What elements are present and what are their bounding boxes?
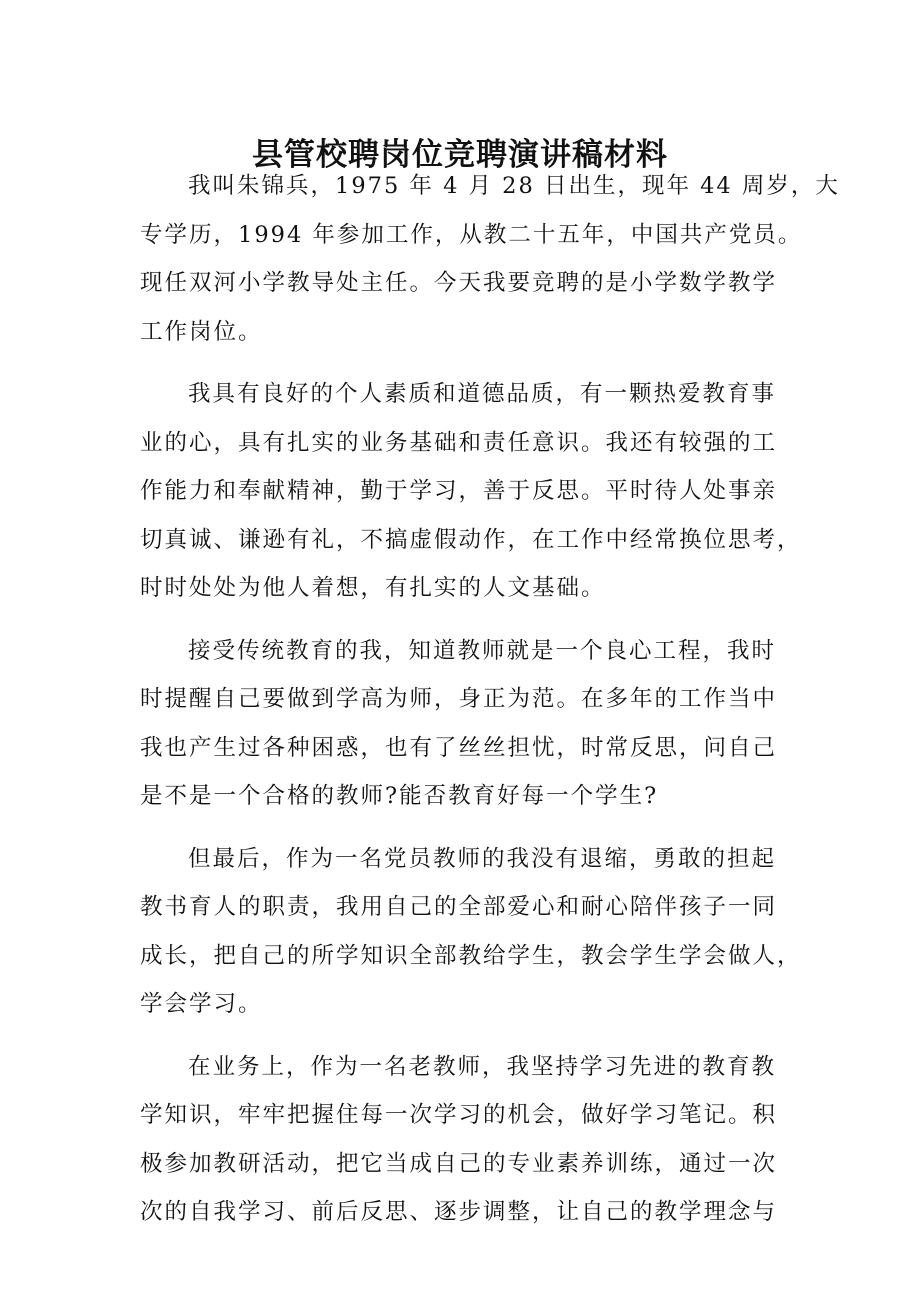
paragraph-line: 时时处处为他人着想，有扎实的人文基础。 [140, 575, 606, 601]
paragraph-line: 我也产生过各种困惑，也有了丝丝担忧，时常反思，问自己 [140, 734, 778, 761]
paragraph-1 [140, 162, 840, 356]
paragraph-line: 时提醒自己要做到学高为师，身正为范。在多年的工作当中 [140, 686, 778, 712]
paragraph-line: 在业务上，作为一名老教师，我坚持学习先进的教育教 [188, 1053, 777, 1080]
paragraph-line: 是不是一个合格的教师?能否教育好每一个学生? [140, 783, 659, 809]
paragraph-line: 作能力和奉献精神，勤于学习，善于反思。平时待人处事亲 [140, 478, 778, 504]
paragraph-line: 现任双河小学教导处主任。今天我要竞聘的是小学数学教学 [140, 270, 778, 296]
paragraph-line: 业的心，具有扎实的业务基础和责任意识。我还有较强的工 [140, 429, 778, 456]
paragraph-3 [140, 627, 800, 821]
paragraph-line: 专学历，1994 年参加工作，从教二十五年，中国共产党员。 [140, 221, 803, 248]
paragraph-line: 切真诚、谦逊有礼，不搞虚假动作，在工作中经常换位思考， [140, 526, 802, 553]
paragraph-line: 接受传统教育的我，知道教师就是一个良心工程，我时 [188, 637, 777, 664]
paragraph-line: 极参加教研活动，把它当成自己的专业素养训练，通过一次 [140, 1150, 778, 1177]
paragraph-line: 成长，把自己的所学知识全部教给学生，教会学生学会做人， [140, 942, 802, 969]
paragraph-line: 学知识，牢牢把握住每一次学习的机会，做好学习笔记。积 [140, 1102, 778, 1128]
paragraph-line: 次的自我学习、前后反思、逐步调整，让自己的教学理念与 [140, 1199, 778, 1225]
paragraph-line: 但最后，作为一名党员教师的我没有退缩，勇敢的担起 [188, 845, 777, 872]
paragraph-4 [140, 835, 800, 1029]
paragraph-line: 工作岗位。 [140, 318, 263, 345]
paragraph-line: 我具有良好的个人素质和道德品质，有一颗热爱教育事 [188, 381, 777, 407]
paragraph-2 [140, 370, 800, 613]
paragraph-line: 学会学习。 [140, 991, 263, 1017]
paragraph-line: 教书育人的职责，我用自己的全部爱心和耐心陪伴孩子一同 [140, 894, 778, 920]
document-title: 县管校聘岗位竞聘演讲稿材料 [252, 136, 668, 173]
paragraph-5 [140, 1043, 800, 1237]
paragraph-line: 我叫朱锦兵，1975 年 4 月 28 日出生，现年 44 周岁，大 [188, 173, 840, 199]
document-body [140, 162, 840, 1251]
